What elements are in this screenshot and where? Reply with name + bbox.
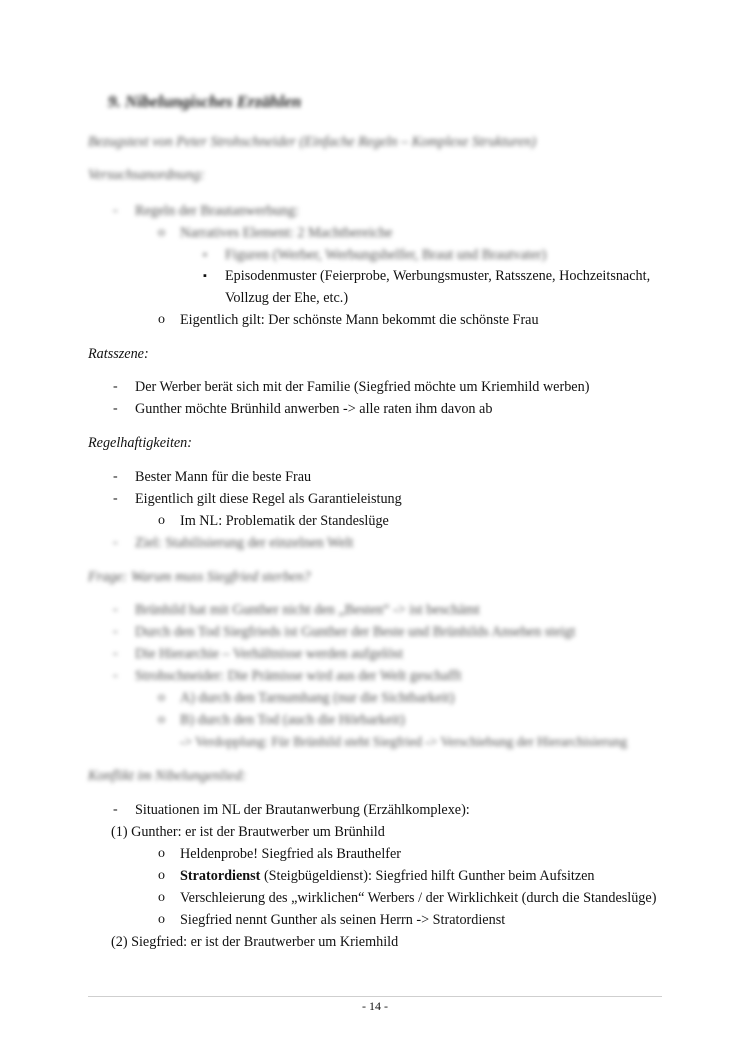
circle-bullet: o	[158, 890, 165, 905]
list-item: Siegfried nennt Gunther als seinen Herrn -> Stratordienst	[180, 912, 506, 928]
dash-bullet: -	[113, 602, 118, 617]
circle-bullet: o	[158, 712, 165, 727]
section-title-frage: Frage: Warum muss Siegfried sterben?	[88, 569, 311, 585]
list-item: Brünhild hat mit Gunther nicht den „Besten“ -> ist beschämt	[135, 602, 480, 618]
circle-bullet: o	[158, 513, 165, 528]
numbered-item: (2) Siegfried: er ist der Brautwerber um Kriemhild	[111, 934, 399, 950]
list-item-continuation: -> Verdopplung: Für Brünhild steht Siegfried -> Verschiebung der Hierarchisierung	[180, 734, 628, 749]
list-item: Ziel: Stabilisierung der einzelnen Welt	[135, 535, 354, 551]
circle-bullet: o	[158, 312, 165, 327]
square-bullet: ▪	[203, 270, 207, 282]
list-item-rest: (Steigbügeldienst): Siegfried hilft Gunther beim Aufsitzen	[260, 868, 595, 884]
list-item: Narratives Element: 2 Machtbereiche	[180, 225, 393, 241]
section-title-versuchsanordnung: Versuchsanordnung:	[88, 167, 205, 183]
list-item	[180, 867, 595, 885]
dash-bullet: -	[113, 491, 118, 506]
list-item: Regeln der Brautanwerbung:	[135, 203, 299, 219]
square-bullet: ▪	[203, 249, 207, 261]
subtitle: Bezugstext von Peter Strohschneider (Einfache Regeln – Komplexe Strukturen)	[88, 134, 537, 150]
list-item: Eigentlich gilt: Der schönste Mann bekommt die schönste Frau	[180, 312, 539, 328]
list-item: Episodenmuster (Feierprobe, Werbungsmuster, Ratsszene, Hochzeitsnacht,	[225, 268, 651, 284]
dash-bullet: -	[113, 668, 118, 683]
dash-bullet: -	[113, 802, 118, 817]
dash-bullet: -	[113, 535, 118, 550]
list-item: B) durch den Tod (auch die Hörbarkeit)	[180, 712, 405, 728]
list-item-continuation: Vollzug der Ehe, etc.)	[225, 290, 349, 306]
list-item: A) durch den Tarnumhang (nur die Sichtbarkeit)	[180, 690, 455, 706]
section-title-regelhaftigkeiten: Regelhaftigkeiten:	[88, 435, 192, 451]
dash-bullet: -	[113, 624, 118, 639]
list-item: Der Werber berät sich mit der Familie (Siegfried möchte um Kriemhild werben)	[135, 379, 590, 395]
list-item: Gunther möchte Brünhild anwerben -> alle raten ihm davon ab	[135, 401, 493, 417]
dash-bullet: -	[113, 401, 118, 416]
section-title-ratsszene: Ratsszene:	[88, 346, 149, 362]
list-item: Bester Mann für die beste Frau	[135, 469, 312, 485]
circle-bullet: o	[158, 846, 165, 861]
dash-bullet: -	[113, 379, 118, 394]
section-title-konflikt: Konflikt im Nibelungenlied:	[88, 768, 247, 784]
list-item: Eigentlich gilt diese Regel als Garantieleistung	[135, 491, 402, 507]
dash-bullet: -	[113, 469, 118, 484]
dash-bullet: -	[113, 203, 118, 218]
page-number: - 14 -	[362, 999, 388, 1013]
list-item: Im NL: Problematik der Standeslüge	[180, 513, 389, 529]
bold-term: Stratordienst	[180, 868, 261, 884]
footer-divider	[88, 996, 662, 997]
list-item: Die Hierarchie – Verhältnisse werden aufgelöst	[135, 646, 404, 662]
dash-bullet: -	[113, 646, 118, 661]
circle-bullet: o	[158, 868, 165, 883]
circle-bullet: o	[158, 225, 165, 240]
list-item: Verschleierung des „wirklichen“ Werbers / der Wirklichkeit (durch die Standeslüge)	[180, 890, 657, 906]
section-heading: 9. Nibelungisches Erzählen	[108, 92, 302, 111]
numbered-item: (1) Gunther: er ist der Brautwerber um Brünhild	[111, 824, 385, 840]
circle-bullet: o	[158, 912, 165, 927]
list-item: Heldenprobe! Siegfried als Brauthelfer	[180, 846, 402, 862]
list-item: Figuren (Werber, Werbungshelfer, Braut und Brautvater)	[225, 247, 547, 263]
list-item: Strohschneider: Die Prämisse wird aus der Welt geschafft	[135, 668, 462, 684]
list-item: Situationen im NL der Brautanwerbung (Erzählkomplexe):	[135, 802, 470, 818]
list-item: Durch den Tod Siegfrieds ist Gunther der Beste und Brünhilds Ansehen steigt	[135, 624, 576, 640]
circle-bullet: o	[158, 690, 165, 705]
